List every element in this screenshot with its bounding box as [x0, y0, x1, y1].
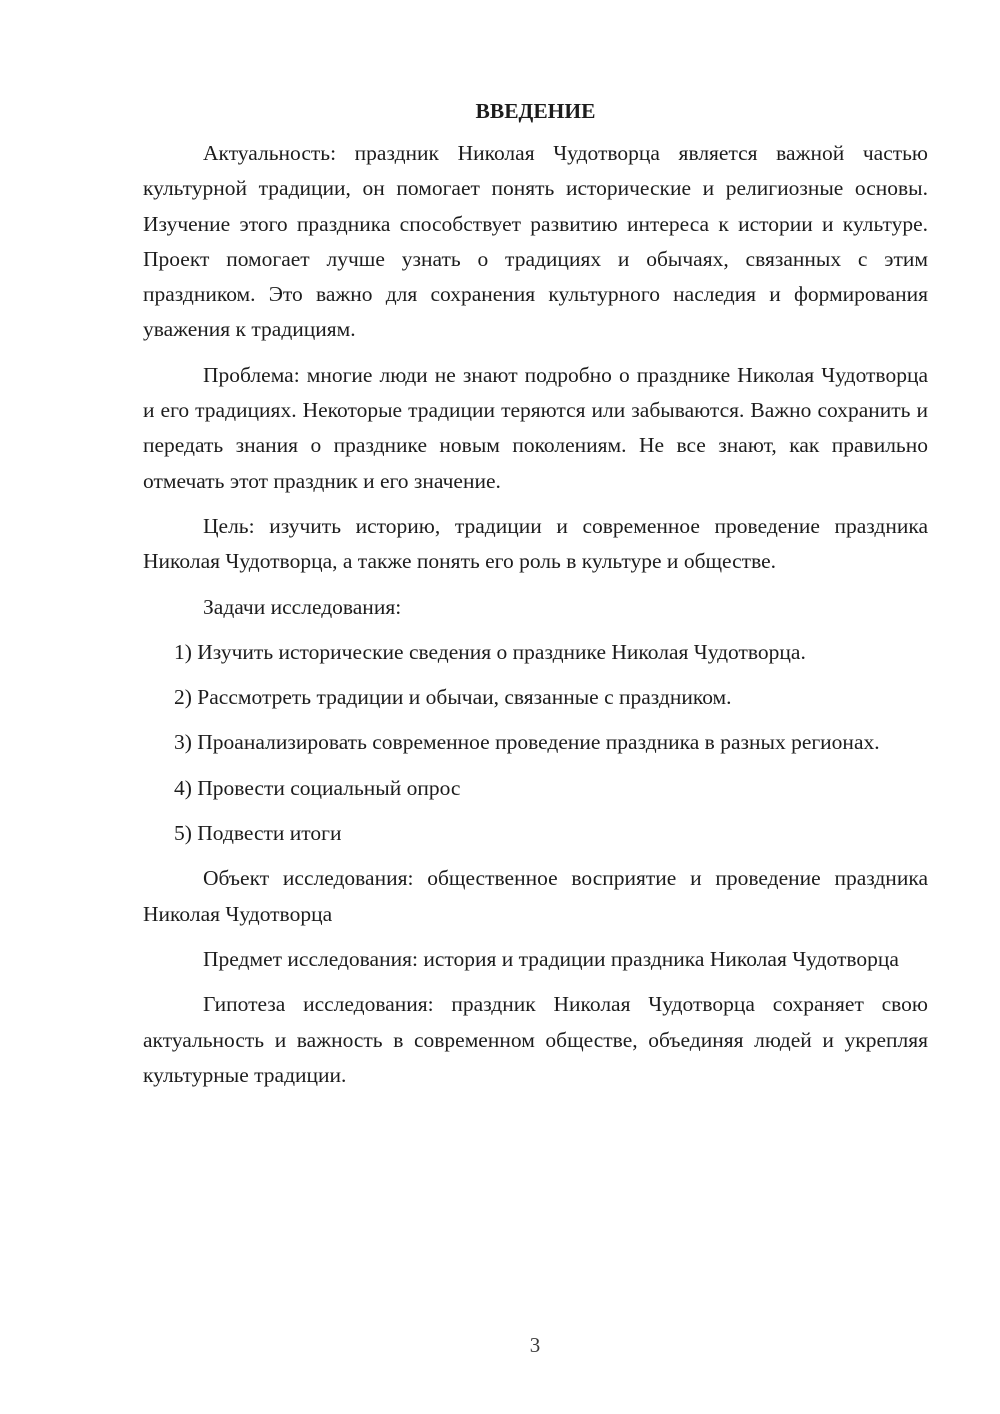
problem-paragraph: Проблема: многие люди не знают подробно о празднике Николая Чудотворца и его традициях. Некоторые традиции теряются или забываются. Важно сохранить и передать знания о празднике новым поколениям. Не все знают, как правильно отмечать этот праздник и его значение.	[143, 362, 928, 493]
page-title: ВВЕДЕНИЕ	[475, 99, 596, 123]
page-number: 3	[529, 1333, 541, 1357]
object-paragraph: Объект исследования: общественное восприятие и проведение праздника Николая Чудотворца	[143, 866, 928, 926]
task-item: 4) Провести социальный опрос	[174, 775, 461, 800]
document-page	[143, 96, 928, 1103]
task-item: 2) Рассмотреть традиции и обычаи, связанные с праздником.	[174, 685, 732, 710]
goal-paragraph: Цель: изучить историю, традиции и современное проведение праздника Николая Чудотворца, а также понять его роль в культуре и обществе.	[143, 513, 928, 574]
tasks-heading: Задачи исследования:	[203, 594, 402, 619]
task-item: 3) Проанализировать современное проведение праздника в разных регионах.	[174, 730, 880, 755]
task-item: 1) Изучить исторические сведения о празднике Николая Чудотворца.	[174, 639, 806, 664]
relevance-paragraph: Актуальность: праздник Николая Чудотворца является важной частью культурной традиции, он помогает понять исторические и религиозные основы. Изучение этого праздника способствует развитию интереса к истории и культуре. Проект помогает лучше узнать о традициях и обычаях, связанных с этим праздником. Это важно для сохранения культурного наследия и формирования уважения к традициям.	[143, 141, 928, 342]
subject-paragraph: Предмет исследования: история и традиции праздника Николая Чудотворца	[203, 946, 899, 971]
task-item: 5) Подвести итоги	[174, 821, 342, 846]
hypothesis-paragraph: Гипотеза исследования: праздник Николая Чудотворца сохраняет свою актуальность и важность в современном обществе, объединяя людей и укрепляя культурные традиции.	[143, 992, 928, 1087]
